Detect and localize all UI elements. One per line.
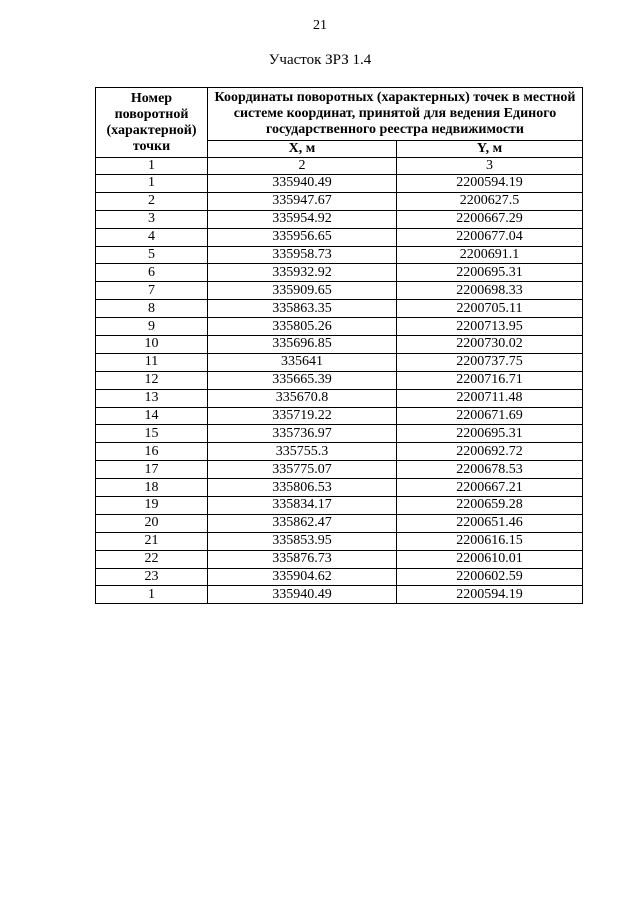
y-coordinate-cell: 2200698.33 — [397, 282, 583, 300]
column-number-1: 1 — [96, 158, 208, 175]
y-coordinate-cell: 2200730.02 — [397, 336, 583, 354]
y-coordinate-cell: 2200651.46 — [397, 514, 583, 532]
point-number-cell: 1 — [96, 586, 208, 604]
point-number-cell: 16 — [96, 443, 208, 461]
point-number-cell: 23 — [96, 568, 208, 586]
table-row — [96, 282, 583, 300]
point-number-cell: 12 — [96, 371, 208, 389]
y-coordinate-cell: 2200711.48 — [397, 389, 583, 407]
table-row — [96, 407, 583, 425]
y-coordinate-cell: 2200602.59 — [397, 568, 583, 586]
x-coordinate-cell: 335853.95 — [208, 532, 397, 550]
point-number-cell: 17 — [96, 461, 208, 479]
table-row — [96, 175, 583, 193]
y-coordinate-cell: 2200705.11 — [397, 300, 583, 318]
table-row — [96, 568, 583, 586]
x-coordinate-cell: 335958.73 — [208, 246, 397, 264]
x-coordinate-cell: 335876.73 — [208, 550, 397, 568]
point-number-cell: 21 — [96, 532, 208, 550]
table-row — [96, 264, 583, 282]
table-row — [96, 550, 583, 568]
x-coordinate-cell: 335954.92 — [208, 210, 397, 228]
x-coordinate-cell: 335940.49 — [208, 175, 397, 193]
page-number: 21 — [313, 18, 327, 33]
y-coordinate-cell: 2200671.69 — [397, 407, 583, 425]
point-number-cell: 7 — [96, 282, 208, 300]
point-number-cell: 4 — [96, 228, 208, 246]
table-row — [96, 336, 583, 354]
point-number-cell: 14 — [96, 407, 208, 425]
table-row — [96, 246, 583, 264]
x-coordinate-cell: 335947.67 — [208, 192, 397, 210]
y-coordinate-cell: 2200716.71 — [397, 371, 583, 389]
point-number-cell: 13 — [96, 389, 208, 407]
table-row — [96, 479, 583, 497]
point-number-cell: 3 — [96, 210, 208, 228]
section-title: Участок ЗРЗ 1.4 — [268, 52, 372, 68]
table-row — [96, 318, 583, 336]
y-coordinate-cell: 2200713.95 — [397, 318, 583, 336]
x-coordinate-cell: 335909.65 — [208, 282, 397, 300]
x-coordinate-cell: 335641 — [208, 353, 397, 371]
x-coordinate-cell: 335665.39 — [208, 371, 397, 389]
point-number-cell: 18 — [96, 479, 208, 497]
x-coordinate-cell: 335775.07 — [208, 461, 397, 479]
y-coordinate-cell: 2200737.75 — [397, 353, 583, 371]
x-coordinate-cell: 335806.53 — [208, 479, 397, 497]
point-number-cell: 10 — [96, 336, 208, 354]
y-coordinate-cell: 2200594.19 — [397, 586, 583, 604]
point-number-cell: 8 — [96, 300, 208, 318]
table-row — [96, 228, 583, 246]
point-number-cell: 22 — [96, 550, 208, 568]
y-coordinate-cell: 2200610.01 — [397, 550, 583, 568]
header-coordinates: Координаты поворотных (характерных) точек в местной системе координат, принятой для ведения Единого государственного реестра недвижимости — [208, 88, 583, 141]
x-coordinate-cell: 335696.85 — [208, 336, 397, 354]
x-coordinate-cell: 335863.35 — [208, 300, 397, 318]
x-coordinate-cell: 335862.47 — [208, 514, 397, 532]
x-coordinate-cell: 335755.3 — [208, 443, 397, 461]
y-coordinate-cell: 2200616.15 — [397, 532, 583, 550]
y-coordinate-cell: 2200667.21 — [397, 479, 583, 497]
point-number-cell: 19 — [96, 497, 208, 515]
table-row — [96, 210, 583, 228]
table-row — [96, 514, 583, 532]
x-coordinate-cell: 335904.62 — [208, 568, 397, 586]
table-row — [96, 586, 583, 604]
point-number-cell: 5 — [96, 246, 208, 264]
y-coordinate-cell: 2200695.31 — [397, 264, 583, 282]
table-body — [96, 175, 583, 604]
table-row — [96, 532, 583, 550]
x-coordinate-cell: 335940.49 — [208, 586, 397, 604]
table-row — [96, 192, 583, 210]
x-coordinate-cell: 335736.97 — [208, 425, 397, 443]
point-number-cell: 1 — [96, 175, 208, 193]
y-coordinate-cell: 2200667.29 — [397, 210, 583, 228]
column-number-2: 2 — [208, 158, 397, 175]
x-coordinate-cell: 335956.65 — [208, 228, 397, 246]
y-coordinate-cell: 2200677.04 — [397, 228, 583, 246]
point-number-cell: 9 — [96, 318, 208, 336]
column-number-3: 3 — [397, 158, 583, 175]
x-coordinate-cell: 335670.8 — [208, 389, 397, 407]
y-coordinate-cell: 2200594.19 — [397, 175, 583, 193]
y-coordinate-cell: 2200695.31 — [397, 425, 583, 443]
x-coordinate-cell: 335719.22 — [208, 407, 397, 425]
point-number-cell: 6 — [96, 264, 208, 282]
header-x: X, м — [208, 141, 397, 158]
table-row — [96, 353, 583, 371]
y-coordinate-cell: 2200627.5 — [397, 192, 583, 210]
table-row — [96, 425, 583, 443]
table-row — [96, 497, 583, 515]
y-coordinate-cell: 2200678.53 — [397, 461, 583, 479]
y-coordinate-cell: 2200692.72 — [397, 443, 583, 461]
y-coordinate-cell: 2200691.1 — [397, 246, 583, 264]
x-coordinate-cell: 335805.26 — [208, 318, 397, 336]
coordinates-table — [95, 87, 583, 604]
table-row — [96, 371, 583, 389]
table-row — [96, 300, 583, 318]
header-y: Y, м — [397, 141, 583, 158]
point-number-cell: 2 — [96, 192, 208, 210]
point-number-cell: 11 — [96, 353, 208, 371]
point-number-cell: 15 — [96, 425, 208, 443]
table-row — [96, 461, 583, 479]
x-coordinate-cell: 335932.92 — [208, 264, 397, 282]
y-coordinate-cell: 2200659.28 — [397, 497, 583, 515]
x-coordinate-cell: 335834.17 — [208, 497, 397, 515]
header-point-number: Номер поворотной (характерной) точки — [96, 88, 208, 158]
table-row — [96, 389, 583, 407]
point-number-cell: 20 — [96, 514, 208, 532]
table-row — [96, 443, 583, 461]
